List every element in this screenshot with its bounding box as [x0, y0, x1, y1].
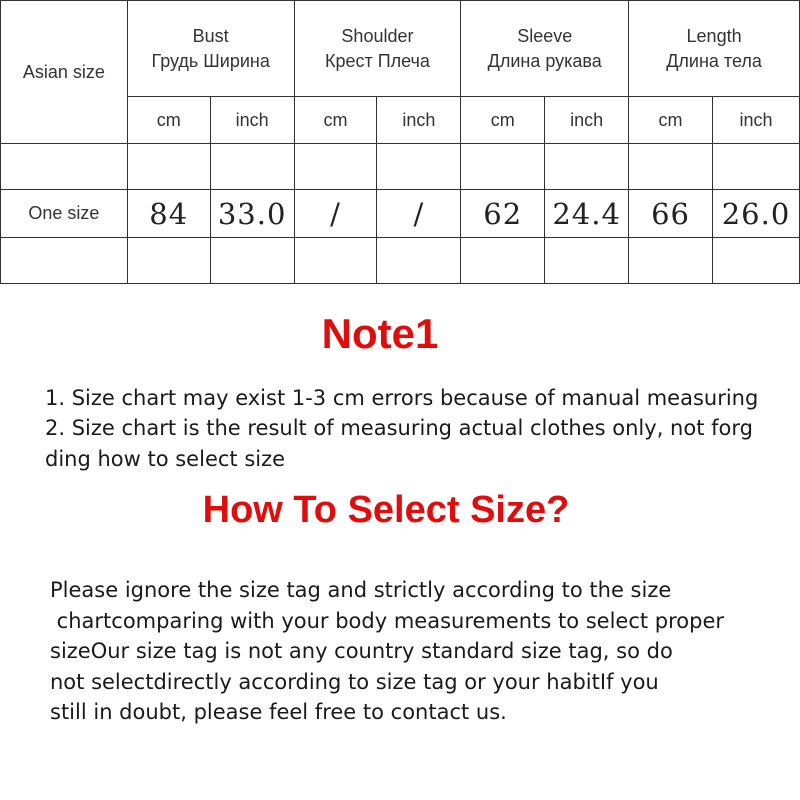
instruction-line: sizeOur size tag is not any country standard size tag, so do	[50, 639, 673, 663]
instruction-line: not selectdirectly according to size tag or your habitIf you	[50, 669, 659, 694]
sleeve-inch-value: 24.4	[545, 190, 629, 238]
shoulder-label-ru: Крест Плеча	[324, 50, 430, 71]
row-label	[1, 238, 128, 284]
unit-cell: cm	[127, 97, 210, 144]
unit-cell: inch	[545, 97, 629, 144]
row-label	[1, 144, 128, 190]
table-cell	[545, 238, 629, 284]
unit-cell: inch	[377, 97, 461, 144]
unit-cell: cm	[629, 97, 713, 144]
table-cell	[294, 144, 377, 190]
length-label-ru: Длина тела	[666, 50, 762, 71]
shoulder-inch-value: /	[377, 190, 461, 238]
bust-label-ru: Грудь Ширина	[151, 50, 270, 71]
note-line: 2. Size chart is the result of measuring actual clothes only, not forg	[45, 416, 753, 440]
shoulder-cm-value: /	[294, 190, 377, 238]
table-cell	[127, 238, 210, 284]
bust-cm-value: 84	[127, 190, 210, 238]
sleeve-cm-value: 62	[461, 190, 545, 238]
length-cm-value: 66	[629, 190, 713, 238]
table-cell	[712, 238, 799, 284]
sleeve-header	[461, 1, 629, 97]
sleeve-label-en: Sleeve	[517, 25, 573, 46]
how-to-select-heading: How To Select Size?	[202, 489, 570, 531]
table-cell	[545, 144, 629, 190]
table-cell	[629, 144, 713, 190]
asian-size-header: Asian size	[1, 1, 128, 144]
table-cell	[461, 144, 545, 190]
table-cell	[210, 238, 294, 284]
unit-cell: cm	[461, 97, 545, 144]
table-header-row	[1, 1, 800, 97]
table-cell	[461, 238, 545, 284]
table-cell	[377, 238, 461, 284]
unit-cell: inch	[210, 97, 294, 144]
bust-header	[127, 1, 294, 97]
table-cell	[294, 238, 377, 284]
table-cell	[712, 144, 799, 190]
sleeve-label-ru: Длина рукава	[487, 50, 602, 71]
table-row	[1, 238, 800, 284]
table-cell	[629, 238, 713, 284]
table-cell	[210, 144, 294, 190]
note-heading: Note1	[321, 310, 439, 357]
bust-label-en: Bust	[192, 25, 229, 46]
instruction-line: chartcomparing with your body measurements to select proper	[50, 608, 725, 633]
unit-cell: cm	[294, 97, 377, 144]
shoulder-label-en: Shoulder	[341, 25, 414, 46]
table-row	[1, 190, 800, 238]
table-row	[1, 144, 800, 190]
unit-cell: inch	[712, 97, 799, 144]
table-cell	[127, 144, 210, 190]
size-chart-table	[0, 0, 800, 284]
note-line: 1. Size chart may exist 1-3 cm errors because of manual measuring	[45, 386, 759, 410]
note-line: ding how to select size	[45, 447, 286, 471]
length-header	[629, 1, 800, 97]
row-label: One size	[1, 190, 128, 238]
length-label-en: Length	[686, 25, 742, 46]
instruction-line: Please ignore the size tag and strictly according to the size	[50, 578, 672, 602]
shoulder-header	[294, 1, 461, 97]
length-inch-value: 26.0	[712, 190, 799, 238]
size-instructions	[50, 575, 800, 728]
table-cell	[377, 144, 461, 190]
bust-inch-value: 33.0	[210, 190, 294, 238]
instruction-line: still in doubt, please feel free to contact us.	[50, 700, 507, 724]
